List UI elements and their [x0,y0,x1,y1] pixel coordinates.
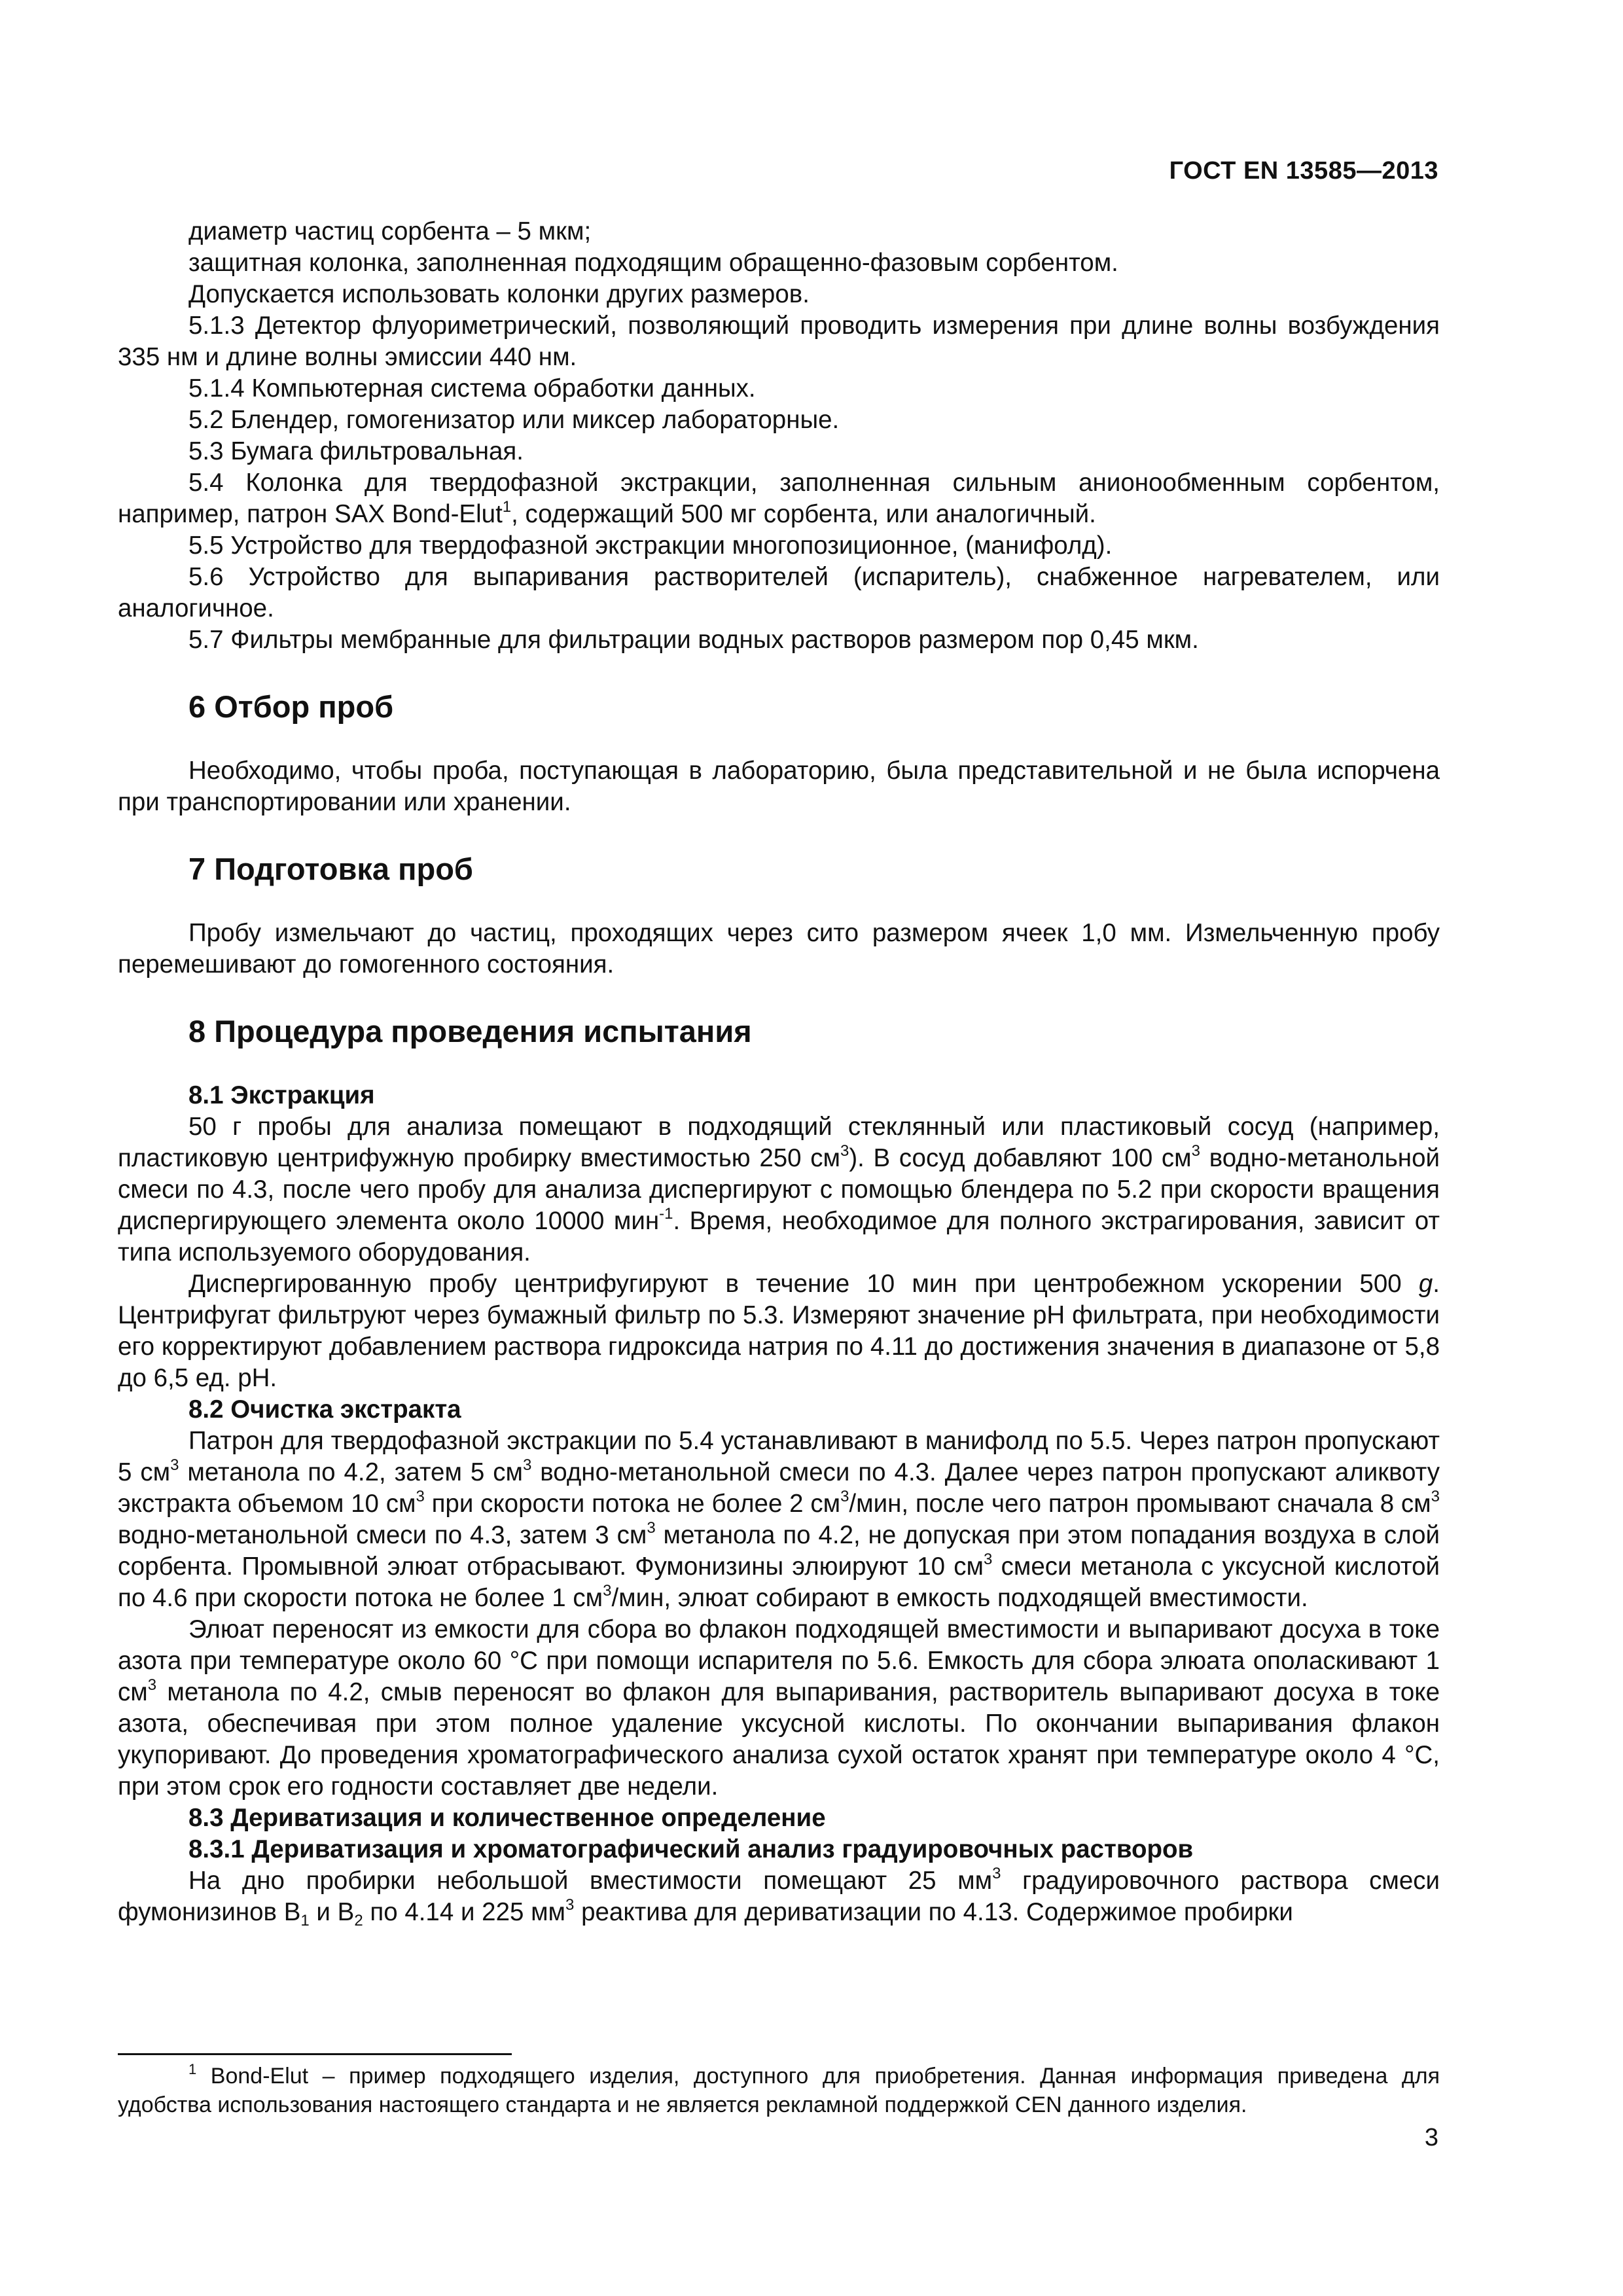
paragraph [118,1614,1440,1803]
list-item: диаметр частиц сорбента – 5 мкм; [188,217,592,245]
subsection-heading: 8.3.1 Дериватизация и хроматографический анализ градуировочных растворов [188,1835,1194,1863]
paragraph: Пробу измельчают до частиц, проходящих через сито размером ячеек 1,0 мм. Измельченную пробу перемешивают до гомогенного состояния. [118,919,1440,978]
text-run: по 4.14 и 225 мм [363,1898,566,1926]
list-item: 5.1.4 Компьютерная система обработки данных. [188,374,756,403]
list-item [118,467,1440,530]
subscript: 1 [300,1912,310,1929]
text-run: Диспергированную пробу центрифугируют в течение 10 мин при центробежном ускорении 500 [188,1270,1419,1298]
text-run: при скорости потока не более 2 см [424,1490,841,1518]
superscript: 3 [1431,1488,1440,1505]
text-run: и B [309,1898,355,1926]
subsection-heading: 8.2 Очистка экстракта [188,1395,461,1424]
superscript: 3 [147,1676,157,1694]
superscript: 3 [603,1582,612,1600]
text-run: 5.4 Колонка для твердофазной экстракции, заполненная сильным анионообменным сорбентом, например, патрон SAX Bond-Elut [118,469,1440,528]
paragraph: Необходимо, чтобы проба, поступающая в лабораторию, была представительной и не была испорчена при транспортировании или хранении. [118,757,1440,816]
text-run: метанола по 4.2, затем 5 см [179,1458,523,1486]
superscript: 3 [170,1456,179,1474]
text-run: . Центрифугат фильтруют через бумажный фильтр по 5.3. Измеряют значение pH фильтрата, при необходимости его корректируют добавлением раствора гидроксида натрия по 4.11 до достижения значения в диапазоне от 5,8 до 6,5 ед. pH. [118,1270,1440,1392]
section-heading: 8 Процедура проведения испытания [188,1014,752,1049]
italic-symbol: g [1418,1270,1433,1298]
text-run: метанола по 4.2, не допуская при этом попадания воздуха в слой сорбента. Промывной элюат отбрасывают. Фумонизины элюируют 10 см [118,1521,1440,1581]
superscript: -1 [659,1205,673,1223]
superscript: 3 [1191,1142,1201,1160]
document-header: ГОСТ EN 13585—2013 [1169,157,1438,185]
list-item: Допускается использовать колонки других размеров. [188,280,810,308]
superscript: 3 [992,1865,1001,1882]
list-item: 5.6 Устройство для выпаривания растворителей (испаритель), снабженное нагревателем, или аналогичное. [118,563,1440,622]
footnote-ref: 1 [502,498,512,516]
text-run: водно-метанольной смеси по 4.3, затем 3 см [118,1521,647,1549]
superscript: 3 [840,1488,849,1505]
subsection-heading: 8.1 Экстракция [188,1081,375,1109]
text-run: реактива для дериватизации по 4.13. Содержимое пробирки [574,1898,1293,1926]
superscript: 3 [565,1896,575,1914]
list-item: 5.7 Фильтры мембранные для фильтрации водных растворов размером пор 0,45 мкм. [188,626,1199,654]
subsection-heading: 8.3 Дериватизация и количественное определение [188,1804,826,1832]
superscript: 3 [984,1551,993,1568]
text-run: Патрон для твердофазной экстракции по 5.4 устанавливают в манифолд по 5.5. Через патрон пропускают 5 см [118,1427,1440,1486]
list-item: 5.1.3 Детектор флуориметрический, позволяющий проводить измерения при длине волны возбуждения 335 нм и длине волны эмиссии 440 нм. [118,312,1440,371]
paragraph [118,1426,1440,1614]
document-body [118,216,1440,1928]
paragraph [118,1865,1440,1928]
paragraph [118,1268,1440,1394]
footnote-divider [118,2053,512,2055]
list-item: 5.2 Блендер, гомогенизатор или миксер лабораторные. [188,406,840,434]
text-run: /мин, элюат собирают в емкость подходящей вместимости. [611,1584,1308,1612]
paragraph [118,1111,1440,1268]
list-item: защитная колонка, заполненная подходящим обращенно-фазовым сорбентом. [188,249,1118,277]
subscript: 2 [354,1912,363,1929]
page-number: 3 [1424,2124,1438,2151]
text-run: На дно пробирки небольшой вместимости помещают 25 мм [188,1867,993,1895]
superscript: 3 [840,1142,849,1160]
footnote [118,2062,1440,2119]
text-run: водно-метанольной смеси по 4.3, после чего пробу для анализа диспергируют с помощью блендера по 5.2 при скорости вращения диспергирующего элемента около 10000 мин [118,1144,1440,1235]
text-run: Элюат переносят из емкости для сбора во флакон подходящей вместимости и выпаривают досуха в токе азота при температуре около 60 °С при помощи испарителя по 5.6. Емкость для сбора элюата ополаскивают 1 см [118,1615,1440,1706]
list-item: 5.5 Устройство для твердофазной экстракции многопозиционное, (манифолд). [188,531,1113,560]
footnote-mark: 1 [188,2061,197,2077]
text-run: , содержащий 500 мг сорбента, или аналогичный. [511,500,1096,528]
text-run: метанола по 4.2, смыв переносят во флакон для выпаривания, растворитель выпаривают досуха в токе азота, обеспечивая при этом полное удаление уксусной кислоты. По окончании выпаривания флакон укупоривают. До проведения хроматографического анализа сухой остаток хранят при температуре около 4 °С, при этом срок его годности составляет две недели. [118,1678,1440,1801]
section-heading: 6 Отбор проб [188,689,394,724]
list-item: 5.3 Бумага фильтровальная. [188,437,524,465]
text-run: . Время, необходимое для полного экстрагирования, зависит от типа используемого оборудования. [118,1207,1440,1266]
superscript: 3 [522,1456,532,1474]
section-heading: 7 Подготовка проб [188,852,473,886]
text-run: /мин, после чего патрон промывают сначала 8 см [849,1490,1431,1518]
text-run: градуировочного раствора смеси фумонизинов B [118,1867,1440,1926]
superscript: 3 [647,1519,656,1537]
text-run: 50 г пробы для анализа помещают в подходящий стеклянный или пластиковый сосуд (например, пластиковую центрифужную пробирку вместимостью 250 см [118,1113,1440,1172]
superscript: 3 [416,1488,425,1505]
text-run: ). В сосуд добавляют 100 см [849,1144,1192,1172]
footnote-text: Bond-Elut – пример подходящего изделия, доступного для приобретения. Данная информация приведена для удобства использования настоящего стандарта и не является рекламной поддержкой CEN данного изделия. [118,2064,1440,2117]
text-run: смеси метанола с уксусной кислотой по 4.6 при скорости потока не более 1 см [118,1552,1440,1612]
text-run: водно-метанольной смеси по 4.3. Далее через патрон пропускают аликвоту экстракта объемом 10 см [118,1458,1440,1518]
